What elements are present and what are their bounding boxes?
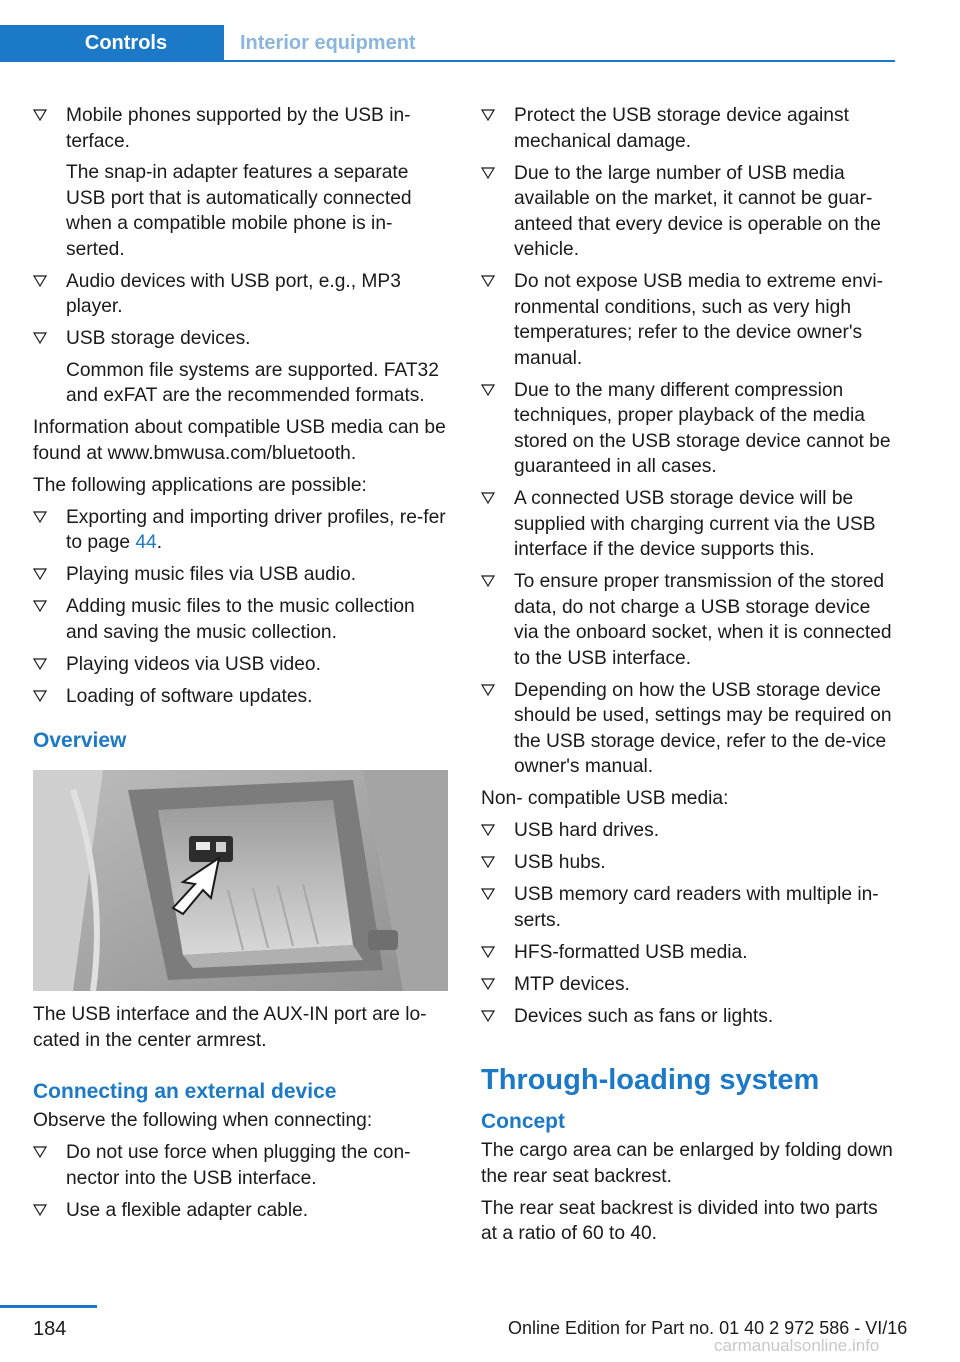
list-item-text: Due to the large number of USB media available on the market, it cannot be guar‐anteed that every device is operable on the vehicle. [514, 162, 881, 260]
list-item-text: Do not use force when plugging the con‐nector into the USB interface. [66, 1142, 411, 1189]
triangle-bullet-icon [481, 823, 495, 837]
paragraph: The rear seat backrest is divided into two parts at a ratio of 60 to 40. [481, 1197, 878, 1244]
section-heading-concept: Concept [481, 1110, 565, 1133]
list-item-text: Protect the USB storage device against mechanical damage. [514, 105, 849, 152]
list-item-text: Due to the many different compression techniques, proper playback of the media stored on the USB storage device cannot be guaranteed in all cases. [514, 379, 891, 477]
list-item [33, 269, 448, 320]
list-item [481, 818, 899, 844]
list-item [33, 562, 448, 588]
section-tab-controls: Controls [0, 25, 224, 61]
triangle-bullet-icon [33, 657, 47, 671]
list-item [481, 940, 899, 966]
triangle-bullet-icon [33, 567, 47, 581]
triangle-bullet-icon [481, 108, 495, 122]
list-item [33, 684, 448, 710]
edition-note: Online Edition for Part no. 01 40 2 972 586 - VI/16 [508, 1318, 908, 1338]
list-item-text: Playing videos via USB video. [66, 653, 321, 675]
triangle-bullet-icon [33, 510, 47, 524]
triangle-bullet-icon [481, 274, 495, 288]
list-item-text: USB hubs. [514, 852, 606, 873]
list-item-text: Adding music files to the music collection and saving the music collection. [66, 596, 415, 643]
list-item [481, 972, 899, 998]
list-item-text: . [156, 532, 163, 553]
list-item [33, 1140, 448, 1191]
list-item [481, 1004, 899, 1030]
list-item-text: Loading of software updates. [66, 685, 313, 707]
triangle-bullet-icon [481, 383, 495, 397]
paragraph: The cargo area can be enlarged by folding down the rear seat backrest. [481, 1140, 893, 1187]
list-item [481, 103, 899, 154]
image-caption: The USB interface and the AUX-IN port are lo‐cated in the center armrest. [33, 1004, 427, 1051]
footer-rule [0, 1305, 97, 1308]
list-item-text: MTP devices. [514, 973, 630, 995]
list-item-text: Exporting and importing driver profiles, re‐fer to page [66, 506, 446, 553]
armrest-usb-photo [33, 770, 448, 991]
list-item-text: Audio devices with USB port, e.g., MP3 player. [66, 270, 401, 317]
list-item [481, 882, 899, 933]
triangle-bullet-icon [481, 683, 495, 697]
triangle-bullet-icon [33, 599, 47, 613]
paragraph: Observe the following when connecting: [33, 1110, 373, 1131]
list-item-text: HFS-formatted USB media. [514, 941, 748, 963]
list-item [33, 326, 448, 409]
section-heading-overview: Overview [33, 729, 127, 752]
list-item [33, 103, 448, 262]
triangle-bullet-icon [481, 491, 495, 505]
triangle-bullet-icon [33, 108, 47, 122]
list-item [481, 378, 899, 480]
page-reference-link[interactable]: 44 [135, 532, 157, 553]
triangle-bullet-icon [481, 977, 495, 991]
list-item [481, 486, 899, 563]
list-item-text: USB hard drives. [514, 820, 660, 841]
triangle-bullet-icon [481, 887, 495, 901]
page-number: 184 [33, 1318, 67, 1340]
list-item-text: Playing music files via USB audio. [66, 564, 357, 585]
list-item-text: Mobile phones supported by the USB in‐terface. [66, 105, 411, 152]
triangle-bullet-icon [481, 166, 495, 180]
list-item [33, 652, 448, 678]
triangle-bullet-icon [33, 1203, 47, 1217]
list-item [481, 678, 899, 780]
list-item-text: USB memory card readers with multiple in‐serts. [514, 884, 879, 931]
list-item [481, 569, 899, 671]
page-header [0, 0, 960, 62]
list-item-text: Do not expose USB media to extreme envi‐ronmental conditions, such as very high temperatures; refer to the device owner's manual. [514, 271, 884, 369]
list-item-text: Use a flexible adapter cable. [66, 1199, 309, 1221]
section-heading-through-loading: Through-loading system [481, 1064, 820, 1096]
list-item [33, 1198, 448, 1224]
header-rule [0, 60, 895, 62]
triangle-bullet-icon [481, 945, 495, 959]
right-column [481, 103, 899, 1253]
paragraph: The following applications are possible: [33, 474, 367, 496]
list-item-text: Depending on how the USB storage device should be used, settings may be required on the USB storage device, refer to the de‐vice owner's manual. [514, 679, 892, 777]
list-item [481, 269, 899, 371]
list-item [481, 850, 899, 876]
paragraph: Information about compatible USB media can be found at www.bmwusa.com/bluetooth. [33, 417, 446, 464]
list-item [481, 161, 899, 263]
list-item-text: To ensure proper transmission of the stored data, do not charge a USB storage device via the onboard socket, when it is connected to the USB interface. [514, 571, 892, 669]
triangle-bullet-icon [481, 1009, 495, 1023]
list-item [33, 505, 448, 556]
left-column [33, 103, 448, 1230]
triangle-bullet-icon [33, 274, 47, 288]
list-item-text: USB storage devices. [66, 328, 251, 349]
triangle-bullet-icon [33, 1145, 47, 1159]
triangle-bullet-icon [481, 855, 495, 869]
triangle-bullet-icon [33, 689, 47, 703]
watermark: carmanualsonline.info [714, 1336, 880, 1355]
section-tab-interior-equipment: Interior equipment [240, 31, 416, 54]
list-item-subtext: The snap-in adapter features a separate USB port that is automatically connected when a compatible mobile phone is in‐serted. [66, 162, 412, 260]
list-item-text: A connected USB storage device will be supplied with charging current via the USB interface if the device supports this. [514, 488, 876, 560]
list-item [33, 594, 448, 645]
triangle-bullet-icon [481, 574, 495, 588]
paragraph: Non- compatible USB media: [481, 788, 729, 809]
triangle-bullet-icon [33, 331, 47, 345]
list-item-subtext: Common file systems are supported. FAT32 and exFAT are the recommended formats. [66, 359, 439, 406]
list-item-text: Devices such as fans or lights. [514, 1005, 774, 1027]
section-heading-connecting: Connecting an external device [33, 1080, 337, 1103]
